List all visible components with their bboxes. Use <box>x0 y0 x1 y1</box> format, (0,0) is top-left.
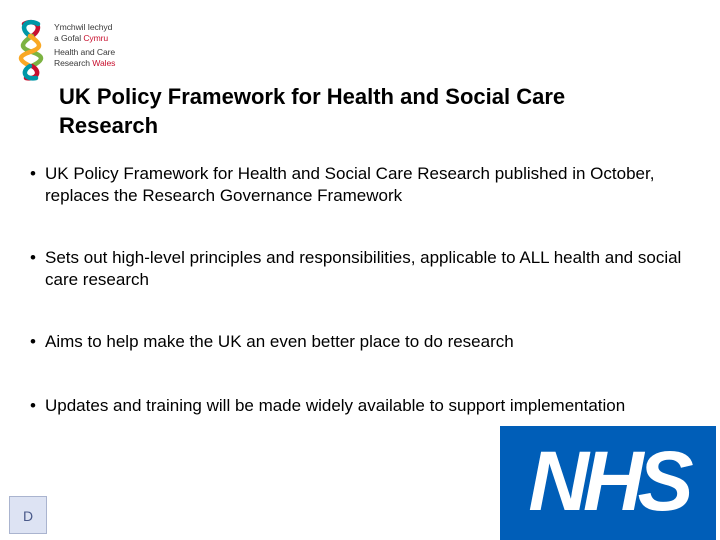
nhs-logo <box>500 426 716 540</box>
corner-label-box <box>9 496 47 534</box>
bullet-item <box>30 331 695 353</box>
health-care-research-wales-logo <box>14 18 144 82</box>
bullet-dot: • <box>30 248 36 267</box>
logo-text-english-1: Health and Care <box>54 47 116 57</box>
bullet-dot: • <box>30 396 36 415</box>
knot-icon <box>14 18 50 82</box>
bullet-item <box>30 247 695 291</box>
bullet-text: Sets out high-level principles and responsibilities, applicable to ALL health and social care research <box>45 248 682 289</box>
bullet-text: Aims to help make the UK an even better place to do research <box>45 332 514 351</box>
bullet-text: Updates and training will be made widely available to support implementation <box>45 396 626 415</box>
bullet-text: UK Policy Framework for Health and Social Care Research published in October, replaces the Research Governance Framework <box>45 164 655 205</box>
bullet-dot: • <box>30 164 36 183</box>
slide-title: UK Policy Framework for Health and Social Care Research <box>59 84 566 138</box>
bullet-dot: • <box>30 332 36 351</box>
logo-text-english-2: Research Wales <box>54 58 116 68</box>
logo-text-welsh-1: Ymchwil Iechyd <box>54 22 113 32</box>
nhs-logo-text: NHS <box>528 434 688 528</box>
corner-label: D <box>22 508 34 524</box>
logo-text-welsh-2: a Gofal Cymru <box>54 33 109 43</box>
bullet-item <box>30 163 695 207</box>
bullet-item <box>30 395 695 417</box>
